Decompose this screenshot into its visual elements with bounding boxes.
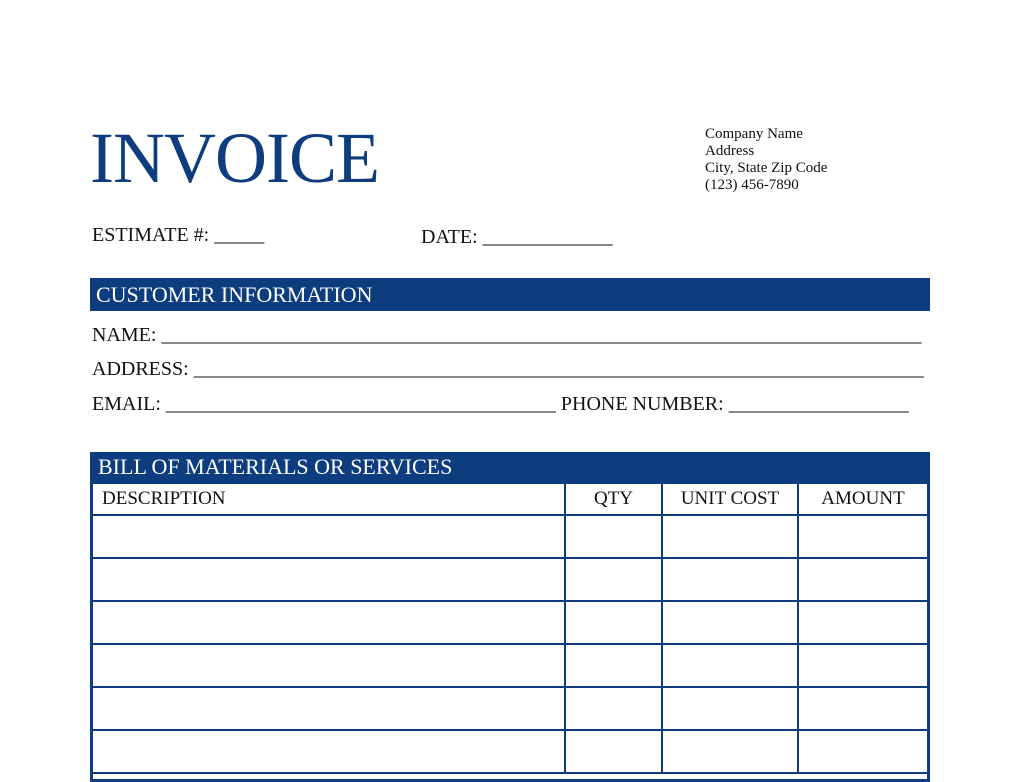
description-cell[interactable] [93,730,565,773]
date-label: DATE: [421,226,478,248]
amount-cell[interactable] [798,687,927,730]
qty-cell[interactable] [565,601,662,644]
qty-cell[interactable] [565,644,662,687]
qty-cell[interactable] [565,515,662,558]
col-header-unit-cost: UNIT COST [662,484,798,515]
amount-cell[interactable] [798,730,927,773]
column-header-row [93,484,927,515]
table-row [93,558,927,601]
description-cell[interactable] [93,601,565,644]
table-row [93,601,927,644]
table-row [93,515,927,558]
col-header-qty: QTY [565,484,662,515]
invoice-title: INVOICE [90,118,379,198]
company-phone: (123) 456-7890 [705,177,799,193]
amount-cell[interactable] [798,558,927,601]
estimate-field[interactable] [92,224,264,247]
qty-cell[interactable] [565,730,662,773]
phone-label: PHONE NUMBER: [560,393,724,415]
table-row [93,644,927,687]
col-header-description: DESCRIPTION [93,484,565,515]
bill-of-materials-heading: BILL OF MATERIALS OR SERVICES [93,452,927,484]
table-row [93,687,927,730]
customer-info-heading: CUSTOMER INFORMATION [90,278,930,311]
description-cell[interactable] [93,515,565,558]
unit-cost-cell[interactable] [662,601,798,644]
description-cell[interactable] [93,644,565,687]
phone-blank[interactable]: __________________ [728,393,909,415]
qty-cell[interactable] [565,687,662,730]
col-header-amount: AMOUNT [798,484,927,515]
unit-cost-cell[interactable] [662,558,798,601]
table-row [93,730,927,773]
amount-cell[interactable] [798,644,927,687]
email-label: EMAIL: [92,393,161,415]
qty-cell[interactable] [565,558,662,601]
company-address: Address [705,143,755,159]
name-label: NAME: [92,324,157,346]
email-blank[interactable]: _______________________________________ [165,393,556,415]
name-blank[interactable]: ____________________________________________________________________________ [161,324,922,346]
description-cell[interactable] [93,558,565,601]
date-field[interactable] [421,226,613,249]
unit-cost-cell[interactable] [662,730,798,773]
name-field[interactable] [92,324,921,347]
address-field[interactable] [92,358,924,381]
line-items-grid [93,484,927,774]
estimate-blank[interactable]: _____ [214,224,265,246]
amount-cell[interactable] [798,601,927,644]
email-phone-row [92,393,909,416]
company-name: Company Name [705,126,803,142]
unit-cost-cell[interactable] [662,644,798,687]
address-blank[interactable]: _________________________________________________________________________ [193,358,924,380]
date-blank[interactable]: _____________ [482,226,613,248]
description-cell[interactable] [93,687,565,730]
company-city-state-zip: City, State Zip Code [705,160,828,176]
company-info [705,126,827,194]
amount-cell[interactable] [798,515,927,558]
estimate-label: ESTIMATE #: [92,224,210,246]
address-label: ADDRESS: [92,358,189,380]
unit-cost-cell[interactable] [662,515,798,558]
bill-of-materials-table [90,452,930,782]
unit-cost-cell[interactable] [662,687,798,730]
